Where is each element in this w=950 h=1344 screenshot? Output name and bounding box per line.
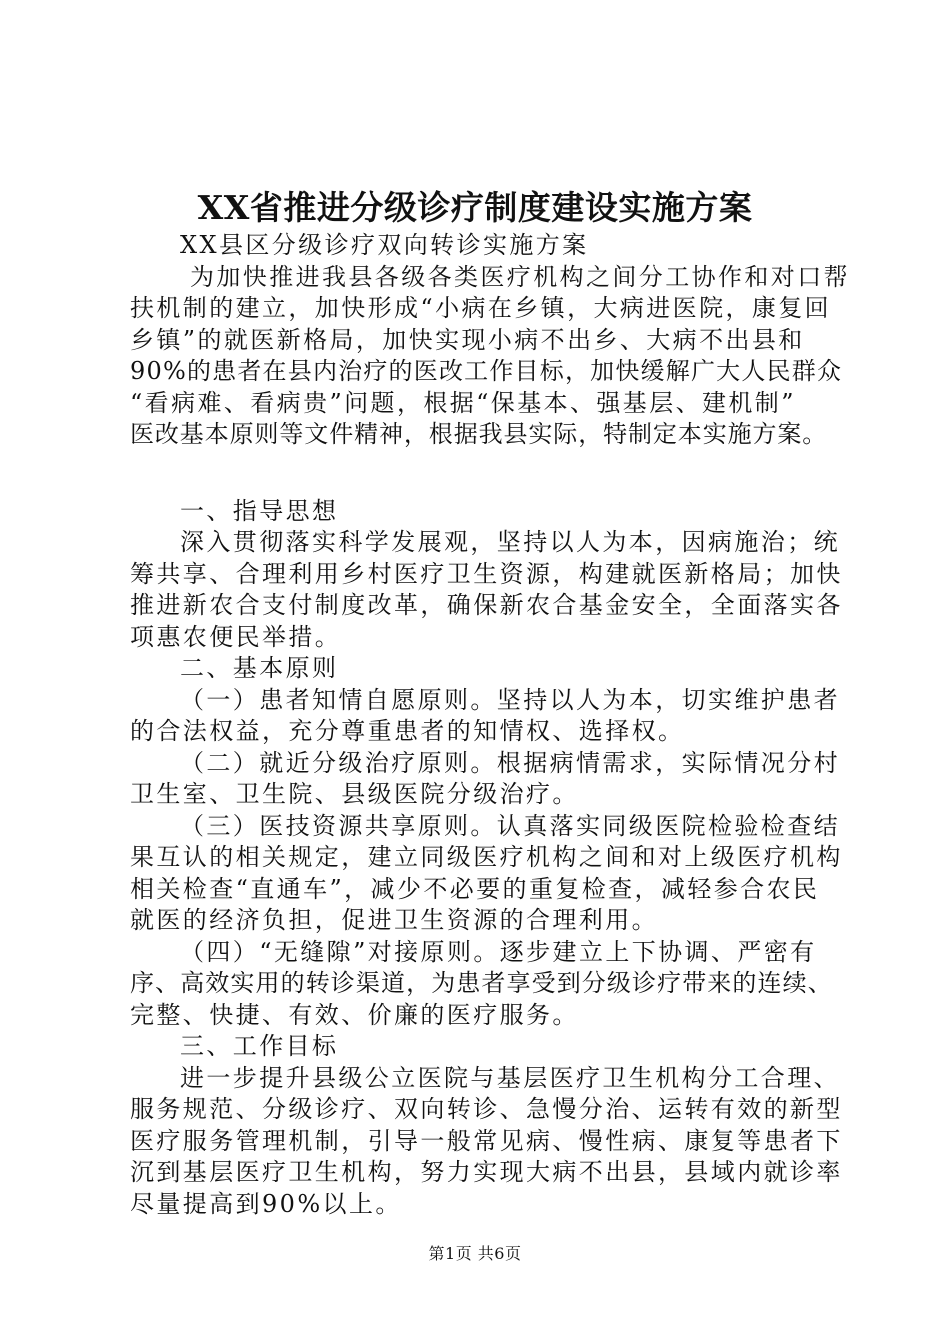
principle-line: 完整、快捷、有效、价廉的医疗服务。 [130,1000,579,1029]
principle-line: 就医的经济负担，促进卫生资源的合理利用。 [130,906,658,934]
principle-line: （二）就近分级治疗原则。根据病情需求，实际情况分村 [180,748,840,777]
principle-line: （四）“无缝隙”对接原则。逐步建立上下协调、严密有 [180,937,817,966]
principle-line: 卫生室、卫生院、县级医院分级治疗。 [130,780,579,808]
page-number-footer: 第1页 共6页 [428,1244,522,1263]
section-line: 尽量提高到90%以上。 [130,1189,402,1218]
section-line: 医疗服务管理机制，引导一般常见病、慢性病、康复等患者下 [130,1126,843,1155]
principle-line: （一）患者知情自愿原则。坚持以人为本，切实维护患者 [180,685,840,714]
section-heading: 三、工作目标 [180,1032,339,1060]
intro-line: 扶机制的建立，加快形成“小病在乡镇，大病进医院，康复回 [130,294,832,322]
section-line: 筹共享、合理利用乡村医疗卫生资源，构建就医新格局；加快 [130,559,843,588]
principle-line: 序、高效实用的转诊渠道，为患者享受到分级诊疗带来的连续、 [130,969,833,997]
intro-line: 乡镇”的就医新格局，加快实现小病不出乡、大病不出县和 [130,325,805,354]
section-line: 沉到基层医疗卫生机构，努力实现大病不出县，县域内就诊率 [130,1158,843,1186]
section-heading: 一、指导思想 [180,496,339,525]
section-line: 进一步提升县级公立医院与基层医疗卫生机构分工合理、 [180,1063,840,1092]
intro-line: 90%的患者在县内治疗的医改工作目标，加快缓解广大人民群众 [130,357,843,385]
document-title: XX省推进分级诊疗制度建设实施方案 [197,188,753,227]
intro-line: 为加快推进我县各级各类医疗机构之间分工协作和对口帮 [190,262,850,291]
paragraph-gap [130,451,850,496]
principle-line: 相关检查“直通车”，减少不必要的重复检查，减轻参合农民 [130,874,820,903]
principle-line: 的合法权益，充分尊重患者的知情权、选择权。 [130,717,685,745]
section-line: 项惠农便民举措。 [130,622,342,651]
section-line: 服务规范、分级诊疗、双向转诊、急慢分治、运转有效的新型 [130,1095,843,1123]
section-line: 深入贯彻落实科学发展观，坚持以人为本，因病施治；统 [180,528,840,556]
section-line: 推进新农合支付制度改革，确保新农合基金安全，全面落实各 [130,591,843,619]
intro-line: 医改基本原则等文件精神，根据我县实际，特制定本实施方案。 [130,420,828,448]
principle-line: 果互认的相关规定，建立同级医疗机构之间和对上级医疗机构 [130,843,843,871]
document-body [130,230,850,1220]
intro-line: “看病难、看病贵”问题，根据“保基本、强基层、建机制” [130,388,796,417]
principle-line: （三）医技资源共享原则。认真落实同级医院检验检查结 [180,811,840,840]
section-heading: 二、基本原则 [180,654,339,682]
document-subtitle: XX县区分级诊疗双向转诊实施方案 [180,231,589,259]
